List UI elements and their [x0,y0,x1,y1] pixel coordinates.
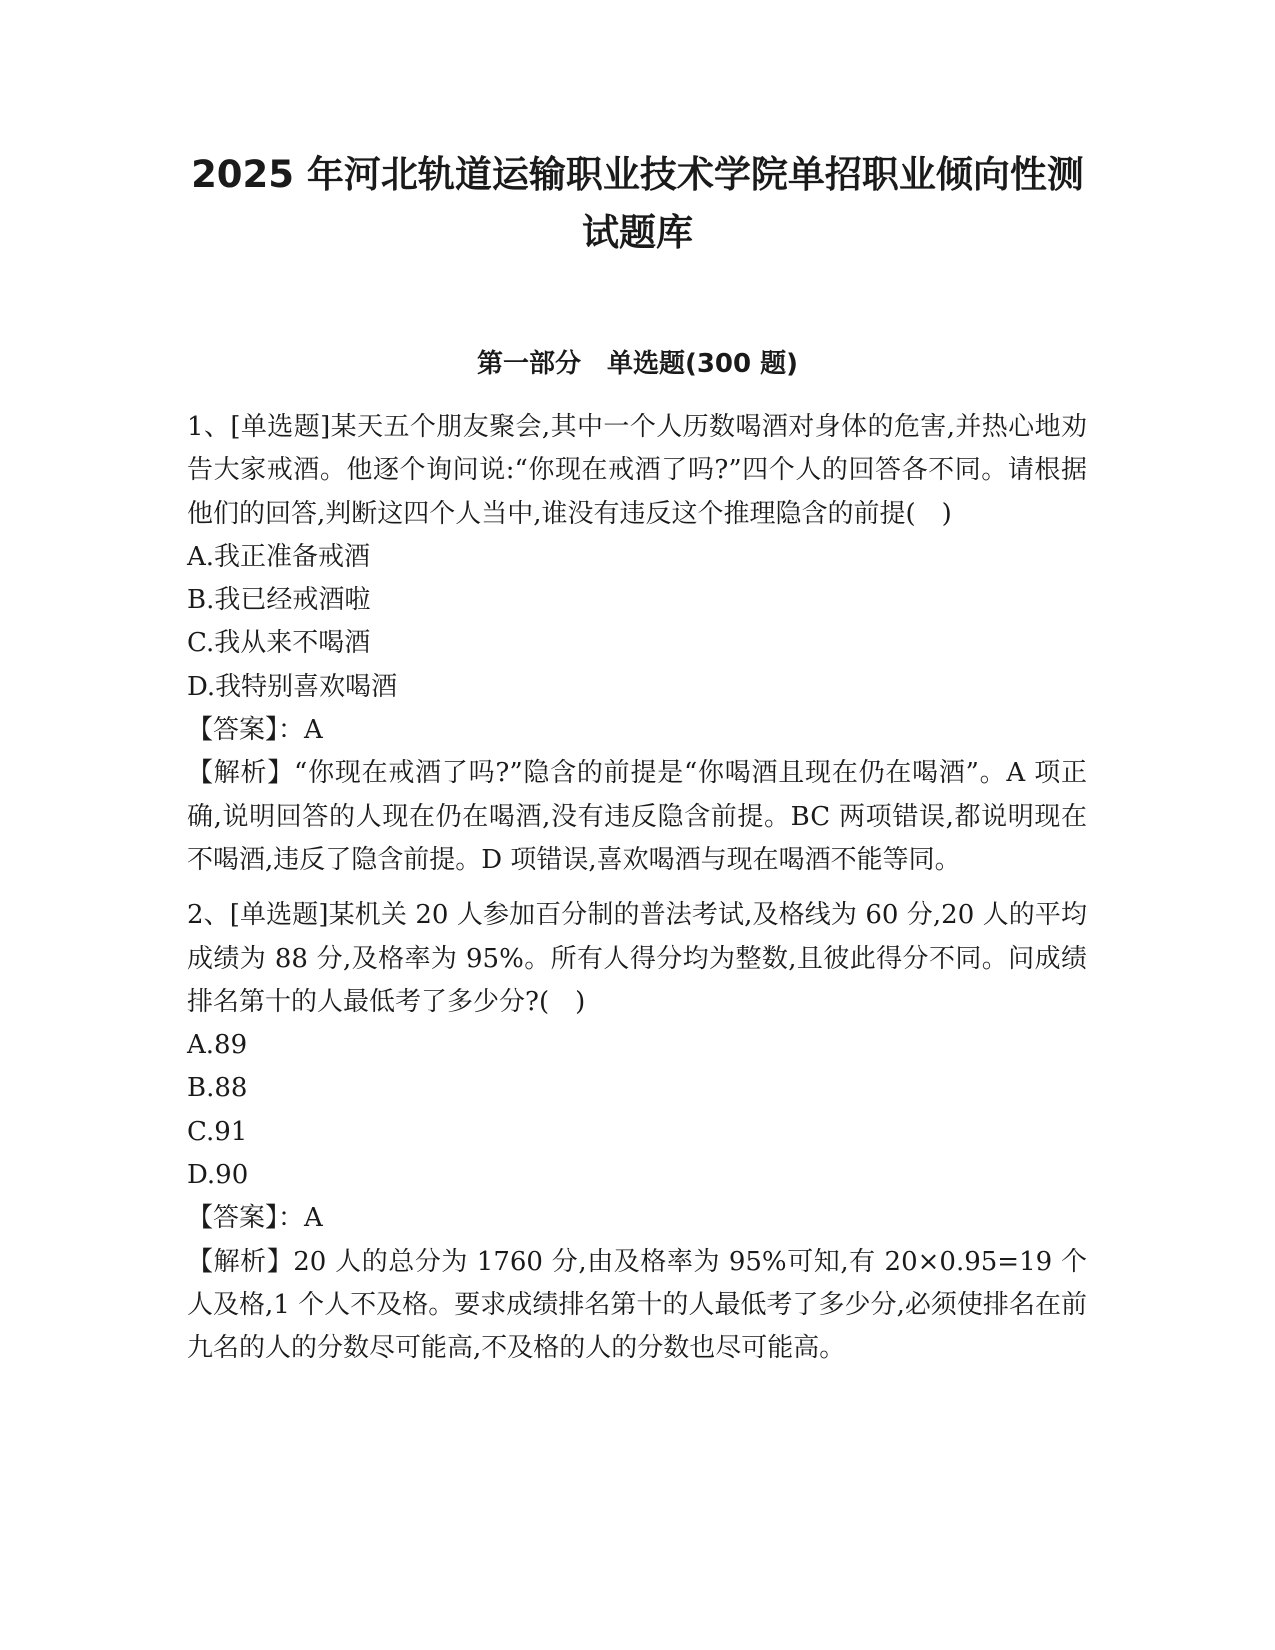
option-b: B.我已经戒酒啦 [187,585,371,616]
option-list [187,1024,1087,1197]
document-title-line-1: 2025 年河北轨道运输职业技术学院单招职业倾向性测 [191,153,1084,196]
option-d: D.90 [187,1160,249,1191]
question-list [187,406,1087,1383]
option-a: A.89 [187,1030,248,1061]
question-stem: 1、[单选题]某天五个朋友聚会,其中一个人历数喝酒对身体的危害,并热心地劝告大家戒酒。他逐个询问说:“你现在戒酒了吗?”四个人的回答各不同。请根据他们的回答,判断这四个人当中,谁没有违反这个推理隐含的前提( ) [187,412,1087,529]
document-title [150,146,1125,262]
answer-line: 【答案】：A [187,715,323,746]
option-a: A.我正准备戒酒 [187,541,371,572]
option-list [187,536,1087,709]
option-b: B.88 [187,1073,248,1104]
analysis-text: 【解析】“你现在戒酒了吗?”隐含的前提是“你喝酒且现在仍在喝酒”。A 项正确,说明回答的人现在仍在喝酒,没有违反隐含前提。BC 两项错误,都说明现在不喝酒,违反了隐含前提。D 项错误,喜欢喝酒与现在喝酒不能等同。 [187,758,1087,875]
option-c: C.91 [187,1116,248,1147]
option-c: C.我从来不喝酒 [187,628,371,659]
question-1 [187,406,1087,882]
question-2 [187,894,1087,1370]
section-heading: 第一部分 单选题(300 题) [476,349,799,379]
document-title-line-2: 试题库 [582,211,693,254]
question-stem: 2、[单选题]某机关 20 人参加百分制的普法考试,及格线为 60 分,20 人的平均成绩为 88 分,及格率为 95%。所有人得分均为整数,且彼此得分不同。问成绩排名第十的人最低考了多少分?( ) [187,900,1087,1017]
analysis-text: 【解析】20 人的总分为 1760 分,由及格率为 95%可知,有 20×0.95=19 个人及格,1 个人不及格。要求成绩排名第十的人最低考了多少分,必须使排名在前九名的人的分数尽可能高,不及格的人的分数也尽可能高。 [187,1246,1087,1364]
answer-line: 【答案】：A [187,1203,323,1234]
option-d: D.我特别喜欢喝酒 [187,671,398,702]
